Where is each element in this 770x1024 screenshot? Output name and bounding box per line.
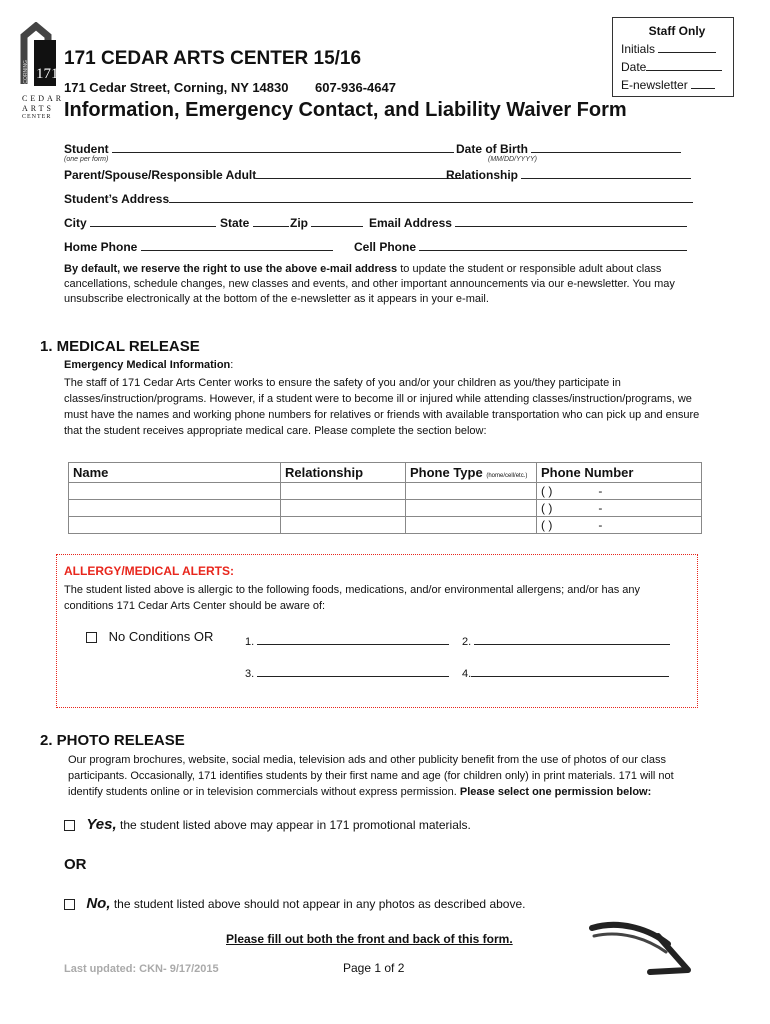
photo-no-option[interactable]: No, the student listed above should not appear in any photos as described above. — [64, 895, 525, 912]
cell-phone-field[interactable]: Cell Phone — [354, 238, 687, 254]
no-conditions-checkbox[interactable] — [86, 632, 97, 643]
form-title: Information, Emergency Contact, and Liability Waiver Form — [64, 99, 627, 121]
cell-name[interactable] — [69, 483, 281, 500]
student-field[interactable]: Student — [64, 140, 454, 156]
page-number: Page 1 of 2 — [343, 961, 405, 975]
cell-phone-number[interactable]: ( ) - — [537, 517, 702, 534]
relationship-field[interactable]: Relationship — [446, 166, 691, 182]
logo — [20, 22, 65, 122]
table-header-row — [69, 463, 702, 483]
allergy-line-1[interactable]: 1. — [245, 632, 449, 648]
table-row[interactable] — [69, 517, 702, 534]
allergy-heading: ALLERGY/MEDICAL ALERTS: — [64, 564, 234, 578]
cell-phone-number[interactable]: ( ) - — [537, 500, 702, 517]
cell-name[interactable] — [69, 517, 281, 534]
medical-subheading: Emergency Medical Information: — [64, 359, 234, 371]
allergy-line-4[interactable]: 4. — [462, 664, 669, 680]
org-phone: 607-936-4647 — [315, 80, 396, 95]
col-name: Name — [69, 463, 281, 483]
email-notice: By default, we reserve the right to use the above e-mail address to update the student or responsible adult about class cancellations, schedule changes, new classes and events, and other important announcements via our e-newsletter. You may unsubscribe electronically at the bottom of the e-newsletter as it appears in your e-mail. — [64, 263, 675, 305]
no-conditions-option[interactable]: No Conditions OR — [86, 629, 213, 644]
logo-center: CENTER — [22, 114, 52, 120]
staff-enewsletter[interactable]: E-newsletter — [621, 76, 733, 94]
or-label: OR — [64, 856, 87, 873]
cell-relationship[interactable] — [281, 517, 406, 534]
cell-relationship[interactable] — [281, 483, 406, 500]
cell-name[interactable] — [69, 500, 281, 517]
home-phone-field[interactable]: Home Phone — [64, 238, 333, 254]
state-field[interactable]: State — [220, 214, 289, 230]
org-address: 171 Cedar Street, Corning, NY 14830 — [64, 80, 289, 95]
allergy-line-3[interactable]: 3. — [245, 664, 449, 680]
fill-both-sides-notice: Please fill out both the front and back of this form. — [226, 932, 513, 946]
table-row[interactable] — [69, 483, 702, 500]
dob-format: (MM/DD/YYYY) — [488, 156, 537, 163]
staff-title: Staff Only — [648, 24, 706, 38]
address-field[interactable]: Student’s Address — [64, 190, 693, 206]
org-title: 171 CEDAR ARTS CENTER 15/16 — [64, 48, 362, 69]
photo-heading: 2. PHOTO RELEASE — [40, 732, 185, 749]
dob-field[interactable]: Date of Birth — [456, 140, 681, 156]
logo-arts: ARTS — [22, 104, 54, 113]
cell-phone-type[interactable] — [406, 517, 537, 534]
cell-phone-number[interactable]: ( ) - — [537, 483, 702, 500]
emergency-contacts-table — [68, 462, 702, 534]
staff-only-box — [612, 17, 734, 97]
cell-phone-type[interactable] — [406, 483, 537, 500]
medical-heading: 1. MEDICAL RELEASE — [40, 338, 200, 355]
parent-field[interactable]: Parent/Spouse/Responsible Adult — [64, 166, 462, 182]
last-updated: Last updated: CKN- 9/17/2015 — [64, 963, 219, 975]
logo-vertical-text: CORNING — [23, 60, 29, 84]
photo-yes-option[interactable]: Yes, the student listed above may appear in 171 promotional materials. — [64, 816, 471, 833]
photo-body: Our program brochures, website, social media, television ads and other publicity benefit from the use of photos of our class participants. Occasionally, 171 identifies students by their first name and age (for children only) in print materials. 171 will not identify students online or in television commercials without express permission. Please select one permission below: — [68, 754, 674, 798]
allergy-line-2[interactable]: 2. — [462, 632, 670, 648]
zip-field[interactable]: Zip — [290, 214, 363, 230]
one-per-form-note: (one per form) — [64, 156, 109, 163]
email-field[interactable]: Email Address — [369, 214, 687, 230]
table-row[interactable] — [69, 500, 702, 517]
col-phone-type: Phone Type (home/cell/etc.) — [406, 463, 537, 483]
staff-initials[interactable]: Initials — [621, 40, 733, 58]
cell-phone-type[interactable] — [406, 500, 537, 517]
logo-cedar: CEDAR — [22, 94, 65, 103]
allergy-body: The student listed above is allergic to the following foods, medications, and/or environmental allergens; and/or has any conditions 171 Cedar Arts Center should be aware of: — [64, 584, 641, 612]
medical-body: The staff of 171 Cedar Arts Center works to ensure the safety of you and/or your children as you/they participate in classes/instruction/programs. However, if a student were to become ill or injured while attending classes/instruction/programs, we must have the names and working phone numbers for relatives or friends with available transportation who can pick up and ensure that the student receives appropriate medical care. Please complete the section below: — [64, 377, 700, 437]
staff-date[interactable]: Date — [621, 58, 733, 76]
col-relationship: Relationship — [281, 463, 406, 483]
cell-relationship[interactable] — [281, 500, 406, 517]
city-field[interactable]: City — [64, 214, 216, 230]
logo-number: 171 — [36, 66, 59, 82]
photo-yes-checkbox[interactable] — [64, 820, 75, 831]
col-phone-number: Phone Number — [537, 463, 702, 483]
photo-no-checkbox[interactable] — [64, 899, 75, 910]
arrow-right-icon — [588, 914, 698, 986]
